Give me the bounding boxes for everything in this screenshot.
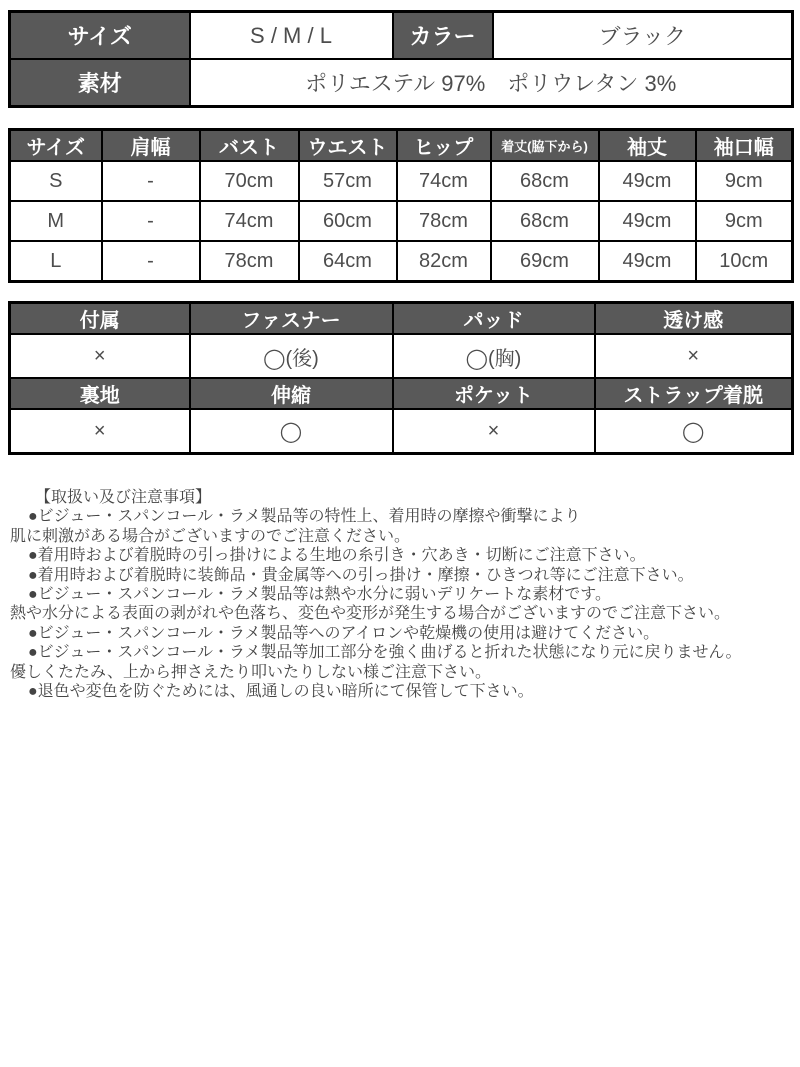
value-cell: 49cm	[599, 161, 696, 201]
care-notes	[0, 488, 800, 701]
sheerness-value-cell: ×	[595, 334, 793, 378]
value-cell: 82cm	[397, 241, 491, 282]
care-note-line: ●退色や変色を防ぐためには、風通しの良い暗所にて保管して下さい。	[28, 683, 534, 701]
value-cell: 60cm	[299, 201, 397, 241]
pocket-value-cell: ×	[393, 409, 595, 454]
table-row	[10, 409, 793, 454]
care-note-line: 熱や水分による表面の剥がれや色落ち、変色や変形が発生する場合がございますのでご注意下さい。	[10, 605, 731, 623]
color-value-cell: ブラック	[493, 12, 793, 60]
fastener-value-cell: ◯(後)	[190, 334, 393, 378]
value-cell: -	[102, 201, 200, 241]
value-cell: 49cm	[599, 241, 696, 282]
care-note-line: ●ビジュー・スパンコール・ラメ製品等加工部分を強く曲げると折れた状態になり元に戻りません。	[28, 644, 742, 662]
size-label-cell: サイズ	[10, 12, 190, 60]
col-header-pocket: ポケット	[393, 378, 595, 409]
material-label-cell: 素材	[10, 59, 190, 107]
value-cell: 9cm	[696, 201, 793, 241]
col-header-strap: ストラップ着脱	[595, 378, 793, 409]
col-header-lining: 裏地	[10, 378, 190, 409]
measurements-header-row	[10, 130, 793, 162]
col-header-cuff-width: 袖口幅	[696, 130, 793, 162]
stretch-value-cell: ◯	[190, 409, 393, 454]
value-cell: 69cm	[491, 241, 599, 282]
features-table	[8, 301, 794, 455]
size-s-cell: S	[10, 161, 102, 201]
measurements-table	[8, 128, 794, 283]
pad-value-cell: ◯(胸)	[393, 334, 595, 378]
size-value-cell: S / M / L	[190, 12, 393, 60]
value-cell: -	[102, 241, 200, 282]
material-value-cell: ポリエステル 97% ポリウレタン 3%	[190, 59, 793, 107]
strap-value-cell: ◯	[595, 409, 793, 454]
col-header-hip: ヒップ	[397, 130, 491, 162]
value-cell: -	[102, 161, 200, 201]
col-header-bust: バスト	[200, 130, 299, 162]
table-row	[10, 59, 793, 107]
col-header-shoulder: 肩幅	[102, 130, 200, 162]
table-row	[10, 12, 793, 60]
value-cell: 57cm	[299, 161, 397, 201]
features-header-row	[10, 303, 793, 335]
col-header-sheerness: 透け感	[595, 303, 793, 335]
col-header-waist: ウエスト	[299, 130, 397, 162]
size-l-cell: L	[10, 241, 102, 282]
col-header-accessory: 付属	[10, 303, 190, 335]
care-note-line: ●ビジュー・スパンコール・ラメ製品等へのアイロンや乾燥機の使用は避けてください。	[28, 624, 660, 642]
value-cell: 78cm	[200, 241, 299, 282]
value-cell: 74cm	[397, 161, 491, 201]
care-note-line: ●ビジュー・スパンコール・ラメ製品等は熱や水分に弱いデリケートな素材です。	[28, 586, 611, 604]
care-notes-title: 【取扱い及び注意事項】	[35, 489, 212, 506]
care-note-line: 優しくたたみ、上から押さえたり叩いたりしない様ご注意下さい。	[10, 663, 491, 681]
value-cell: 10cm	[696, 241, 793, 282]
value-cell: 49cm	[599, 201, 696, 241]
value-cell: 78cm	[397, 201, 491, 241]
lining-value-cell: ×	[10, 409, 190, 454]
care-note-line: ●着用時および着脱時の引っ掛けによる生地の糸引き・穴あき・切断にご注意下さい。	[28, 547, 646, 565]
color-label-cell: カラー	[393, 12, 493, 60]
col-header-length: 着丈(脇下から)	[491, 130, 599, 162]
table-row	[10, 334, 793, 378]
col-header-pad: パッド	[393, 303, 595, 335]
value-cell: 9cm	[696, 161, 793, 201]
size-m-cell: M	[10, 201, 102, 241]
care-note-line: ●着用時および着脱時に装飾品・貴金属等への引っ掛け・摩擦・ひきつれ等にご注意下さい。	[28, 566, 694, 584]
col-header-stretch: 伸縮	[190, 378, 393, 409]
value-cell: 68cm	[491, 161, 599, 201]
table-row	[10, 161, 793, 201]
value-cell: 74cm	[200, 201, 299, 241]
value-cell: 70cm	[200, 161, 299, 201]
value-cell: 64cm	[299, 241, 397, 282]
table-row	[10, 241, 793, 282]
col-header-size: サイズ	[10, 130, 102, 162]
col-header-fastener: ファスナー	[190, 303, 393, 335]
value-cell: 68cm	[491, 201, 599, 241]
col-header-sleeve-length: 袖丈	[599, 130, 696, 162]
care-note-line: 肌に刺激がある場合がございますのでご注意ください。	[10, 527, 411, 545]
table-row	[10, 201, 793, 241]
accessory-value-cell: ×	[10, 334, 190, 378]
care-note-line: ●ビジュー・スパンコール・ラメ製品等の特性上、着用時の摩擦や衝撃により	[28, 508, 581, 526]
product-info-table	[8, 10, 794, 108]
features-header-row	[10, 378, 793, 409]
